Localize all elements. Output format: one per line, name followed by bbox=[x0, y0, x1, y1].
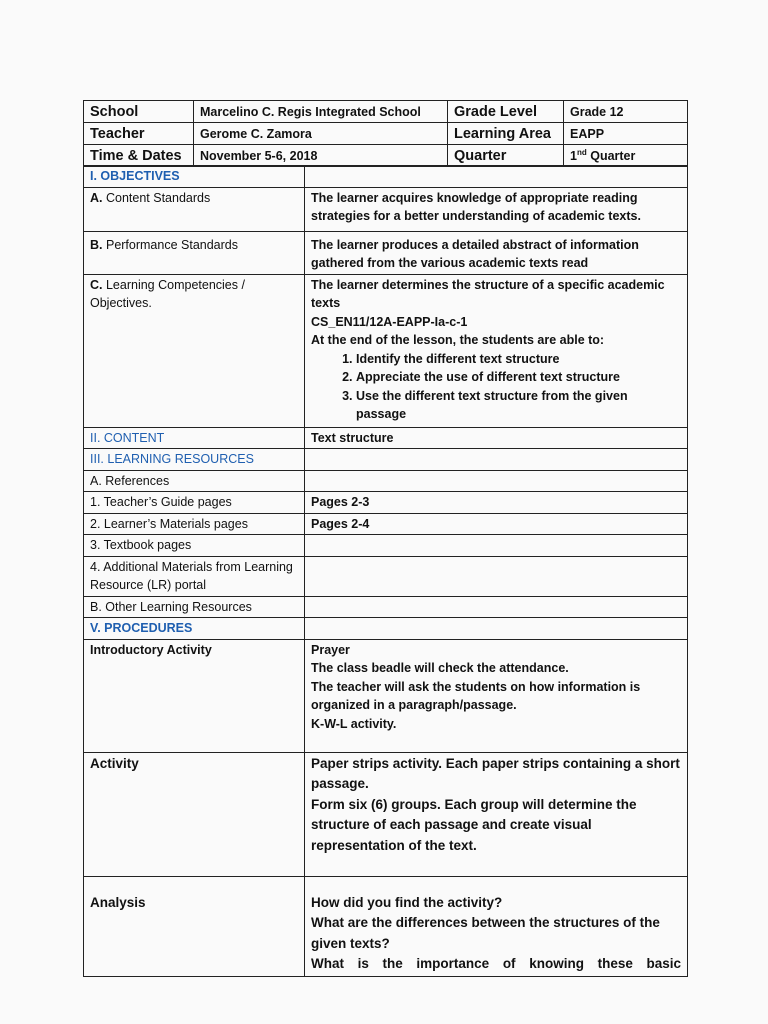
procedures-heading-row bbox=[84, 618, 688, 640]
activity-line: Form six (6) groups. Each group will determine the structure of each passage and create visual representation of the text. bbox=[311, 796, 637, 853]
area-value: EAPP bbox=[564, 123, 688, 145]
time-label: Time & Dates bbox=[84, 145, 194, 167]
header-table bbox=[83, 100, 688, 167]
list-item: 1. Identify the different text structure bbox=[356, 350, 681, 369]
other-resources-label: B. Other Learning Resources bbox=[84, 596, 305, 618]
activity-row bbox=[84, 752, 688, 876]
analysis-label: Analysis bbox=[84, 876, 305, 976]
introductory-label: Introductory Activity bbox=[84, 639, 305, 752]
introductory-text bbox=[305, 639, 688, 752]
analysis-row bbox=[84, 876, 688, 976]
content-standards-text: The learner acquires knowledge of appropriate reading strategies for a better understanding of academic texts. bbox=[305, 187, 688, 231]
content-standards-prefix: A. bbox=[90, 190, 103, 205]
objectives-heading: I. OBJECTIVES bbox=[84, 166, 305, 188]
learners-materials-value: Pages 2-4 bbox=[305, 513, 688, 535]
learners-materials-row bbox=[84, 513, 688, 535]
intro-line: The class beadle will check the attendance. bbox=[311, 661, 569, 675]
procedures-heading: V. PROCEDURES bbox=[84, 618, 305, 640]
lesson-table bbox=[83, 165, 688, 977]
teachers-guide-label: 1. Teacher’s Guide pages bbox=[84, 492, 305, 514]
quarter-suffix: nd bbox=[576, 148, 587, 157]
competency-code: CS_EN11/12A-EAPP-Ia-c-1 bbox=[311, 314, 468, 329]
activity-line: Paper strips activity. Each paper strips containing a short passage. bbox=[311, 755, 680, 791]
content-row bbox=[84, 427, 688, 449]
grade-value: Grade 12 bbox=[564, 101, 688, 123]
school-value: Marcelino C. Regis Integrated School bbox=[194, 101, 448, 123]
school-label: School bbox=[84, 101, 194, 123]
resources-heading: III. LEARNING RESOURCES bbox=[84, 449, 305, 471]
learners-materials-label: 2. Learner’s Materials pages bbox=[84, 513, 305, 535]
quarter-word: Quarter bbox=[590, 149, 636, 163]
competencies-prefix: C. bbox=[90, 277, 103, 292]
competencies-text bbox=[305, 274, 688, 427]
time-value: November 5-6, 2018 bbox=[194, 145, 448, 167]
competencies-row bbox=[84, 274, 688, 427]
references-row bbox=[84, 470, 688, 492]
competency-list bbox=[311, 350, 681, 424]
competencies-cell bbox=[84, 274, 305, 427]
intro-line: Prayer bbox=[311, 642, 350, 657]
performance-standards-cell bbox=[84, 231, 305, 274]
intro-line: K-W-L activity. bbox=[311, 716, 397, 731]
teacher-label: Teacher bbox=[84, 123, 194, 145]
header-row-time bbox=[84, 145, 688, 167]
performance-standards-row bbox=[84, 231, 688, 274]
teachers-guide-row bbox=[84, 492, 688, 514]
objectives-heading-row bbox=[84, 166, 688, 188]
teachers-guide-value: Pages 2-3 bbox=[305, 492, 688, 514]
intro-line: The teacher will ask the students on how information is organized in a paragraph/passage. bbox=[311, 679, 641, 712]
textbook-row bbox=[84, 535, 688, 557]
additional-row bbox=[84, 556, 688, 596]
resources-heading-row bbox=[84, 449, 688, 471]
content-standards-label: Content Standards bbox=[105, 190, 211, 205]
competencies-label: Learning Competencies / Objectives. bbox=[90, 277, 245, 310]
content-heading: II. CONTENT bbox=[84, 427, 305, 449]
header-row-teacher bbox=[84, 123, 688, 145]
textbook-label: 3. Textbook pages bbox=[84, 535, 305, 557]
grade-label: Grade Level bbox=[448, 101, 564, 123]
analysis-text bbox=[305, 876, 688, 976]
introductory-row bbox=[84, 639, 688, 752]
performance-standards-prefix: B. bbox=[90, 237, 103, 252]
performance-standards-label: Performance Standards bbox=[105, 237, 238, 252]
competency-line: The learner determines the structure of a specific academic texts bbox=[311, 277, 665, 310]
competency-intro: At the end of the lesson, the students are able to: bbox=[311, 333, 605, 347]
activity-label: Activity bbox=[84, 752, 305, 876]
analysis-line: What is the importance of knowing these basic bbox=[311, 956, 681, 971]
analysis-line: What are the differences between the structures of the given texts? bbox=[311, 915, 660, 951]
content-value: Text structure bbox=[305, 427, 688, 449]
teacher-value: Gerome C. Zamora bbox=[194, 123, 448, 145]
content-standards-row bbox=[84, 187, 688, 231]
additional-label: 4. Additional Materials from Learning Resource (LR) portal bbox=[84, 556, 305, 596]
references-label: A. References bbox=[84, 470, 305, 492]
content-standards-cell bbox=[84, 187, 305, 231]
other-resources-row bbox=[84, 596, 688, 618]
list-item: 3. Use the different text structure from the given passage bbox=[356, 387, 681, 424]
area-label: Learning Area bbox=[448, 123, 564, 145]
header-row-school bbox=[84, 101, 688, 123]
quarter-value bbox=[564, 145, 688, 167]
quarter-label: Quarter bbox=[448, 145, 564, 167]
activity-text bbox=[305, 752, 688, 876]
analysis-line: How did you find the activity? bbox=[311, 894, 503, 910]
quarter-number: 1 bbox=[570, 149, 577, 163]
performance-standards-text: The learner produces a detailed abstract of information gathered from the various academic texts read bbox=[305, 231, 688, 274]
list-item: 2. Appreciate the use of different text structure bbox=[356, 368, 681, 387]
